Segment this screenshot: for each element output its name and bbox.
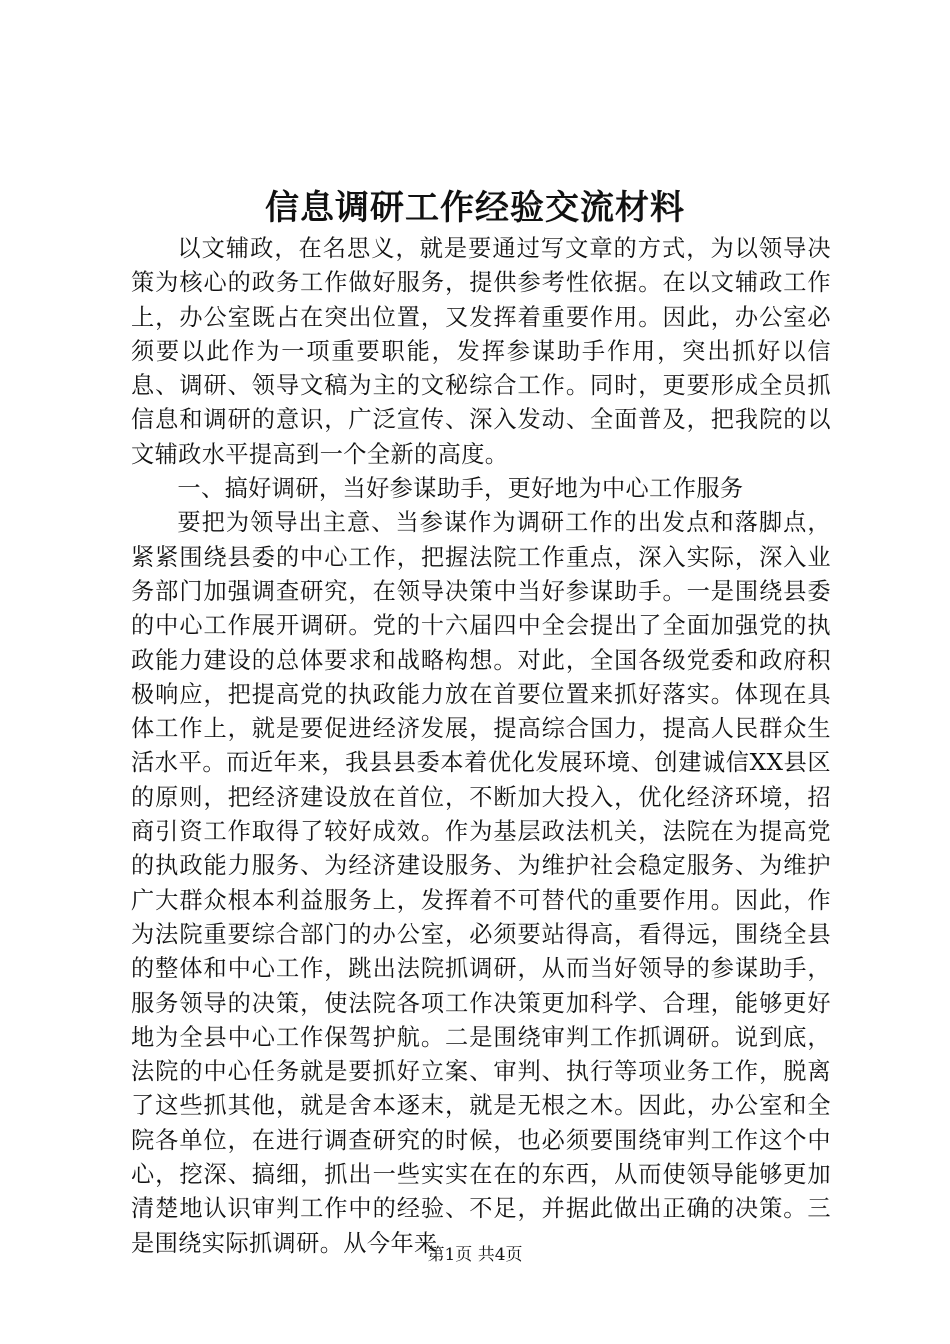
document-body [131, 232, 831, 1261]
document-title: 信息调研工作经验交流材料 [265, 188, 685, 228]
section-heading: 一、搞好调研，当好参谋助手，更好地为中心工作服务 [177, 475, 744, 503]
body-paragraph: 要把为领导出主意、当参谋作为调研工作的出发点和落脚点，紧紧围绕县委的中心工作，把握法院工作重点，深入实际，深入业务部门加强调查研究，在领导决策中当好参谋助手。一是围绕县委的中心工作展开调研。党的十六届四中全会提出了全面加强党的执政能力建设的总体要求和战略构想。对此，全国各级党委和政府积极响应，把提高党的执政能力放在首要位置来抓好落实。体现在具体工作上，就是要促进经济发展，提高综合国力，提高人民群众生活水平。而近年来，我县县委本着优化发展环境、创建诚信XX县区的原则，把经济建设放在首位，不断加大投入，优化经济环境，招商引资工作取得了较好成效。作为基层政法机关，法院在为提高党的执政能力服务、为经济建设服务、为维护社会稳定服务、为维护广大群众根本利益服务上，发挥着不可替代的重要作用。因此，作为法院重要综合部门的办公室，必须要站得高，看得远，围绕全县的整体和中心工作，跳出法院抓调研，从而当好领导的参谋助手，服务领导的决策，使法院各项工作决策更加科学、合理，能够更好地为全县中心工作保驾护航。二是围绕审判工作抓调研。说到底，法院的中心任务就是要抓好立案、审判、执行等项业务工作，脱离了这些抓其他，就是舍本逐末，就是无根之木。因此，办公室和全院各单位，在进行调查研究的时候，也必须要围绕审判工作这个中心，挖深、搞细，抓出一些实实在在的东西，从而使领导能够更加清楚地认识审判工作中的经验、不足，并据此做出正确的决策。三是围绕实际抓调研。从今年来 [131, 509, 831, 1257]
intro-paragraph: 以文辅政，在名思义，就是要通过写文章的方式，为以领导决策为核心的政务工作做好服务，提供参考性依据。在以文辅政工作上，办公室既占在突出位置，又发挥着重要作用。因此，办公室必须要以此作为一项重要职能，发挥参谋助手作用，突出抓好以信息、调研、领导文稿为主的文秘综合工作。同时，更要形成全员抓信息和调研的意识，广泛宣传、深入发动、全面普及，把我院的以文辅政水平提高到一个全新的高度。 [131, 235, 831, 468]
page-footer: 第1页 共4页 [427, 1245, 523, 1265]
